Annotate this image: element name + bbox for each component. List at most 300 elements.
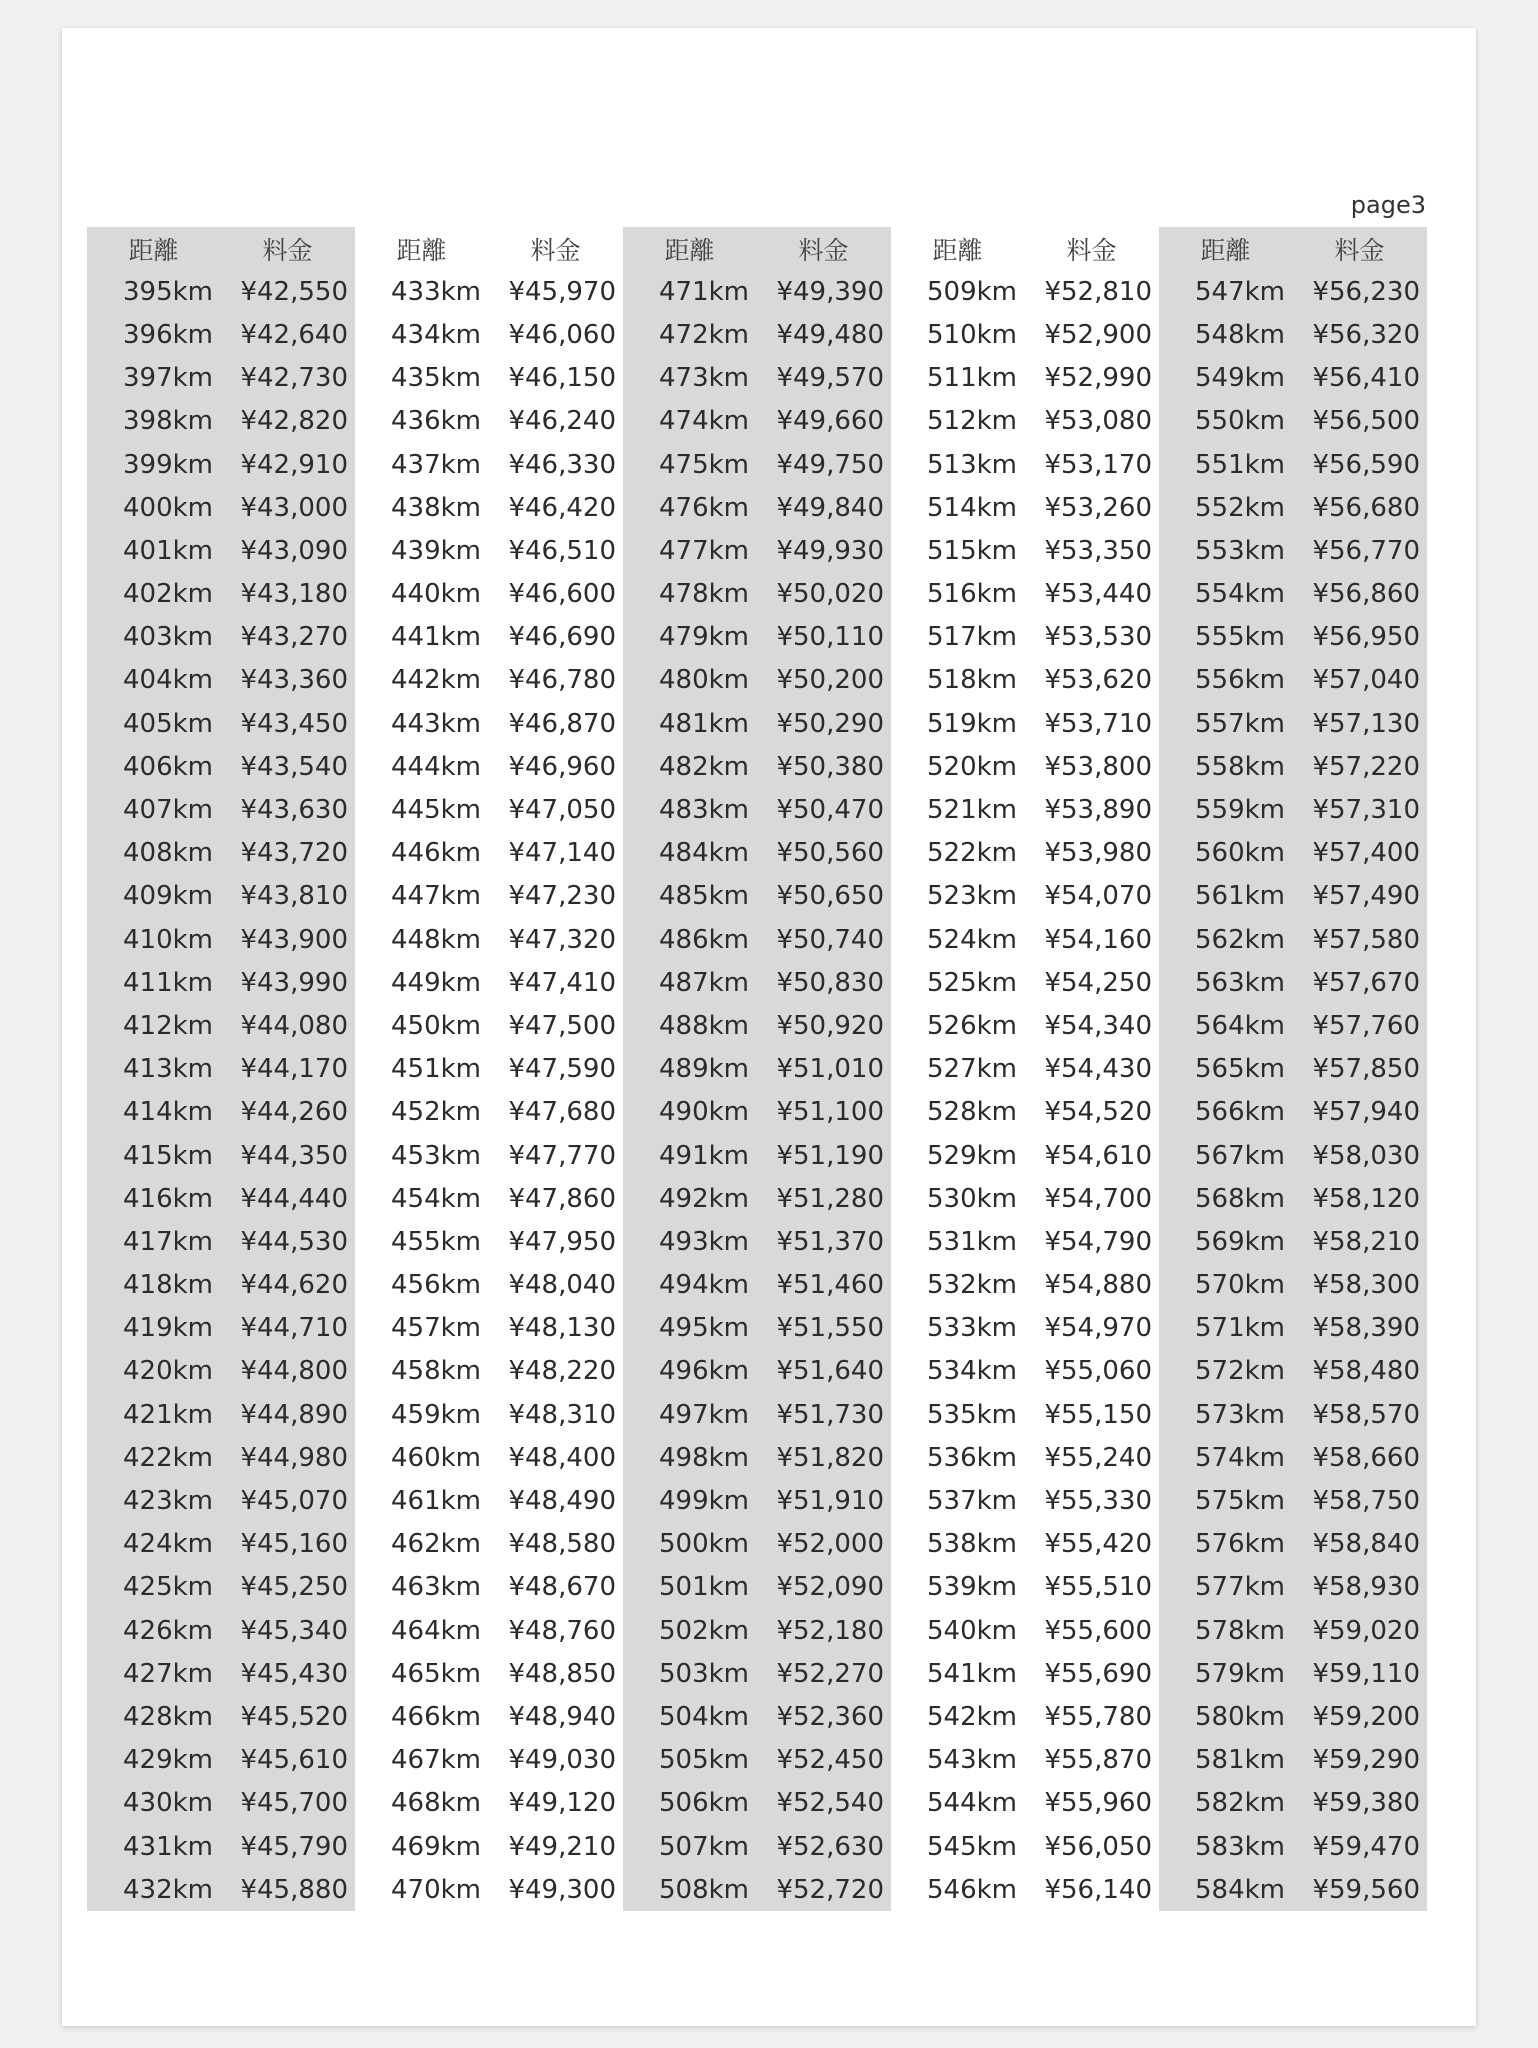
- fee-cell: ¥57,040: [1292, 659, 1427, 702]
- distance-cell: 544km: [926, 1788, 1017, 1819]
- fee-cell: ¥50,650: [756, 875, 891, 918]
- table-row: [87, 875, 1427, 918]
- table-row: [87, 1307, 1427, 1350]
- distance-cell: 460km: [390, 1442, 481, 1473]
- distance-header: 距離: [1159, 227, 1292, 270]
- distance-cell: 412km: [87, 1004, 220, 1047]
- fee-cell: ¥45,340: [220, 1609, 355, 1652]
- distance-cell: 457km: [390, 1313, 481, 1344]
- fee-cell: ¥48,580: [508, 1529, 616, 1560]
- distance-cell: 397km: [87, 357, 220, 400]
- fee-cell: ¥44,260: [220, 1091, 355, 1134]
- distance-cell: 407km: [87, 788, 220, 831]
- distance-cell: 563km: [1159, 961, 1292, 1004]
- fee-cell: ¥57,310: [1292, 788, 1427, 831]
- distance-cell: 562km: [1159, 918, 1292, 961]
- distance-cell: 427km: [87, 1652, 220, 1695]
- fee-cell: ¥58,750: [1292, 1479, 1427, 1522]
- distance-cell: 546km: [926, 1874, 1017, 1905]
- distance-cell: 498km: [623, 1436, 756, 1479]
- distance-cell: 569km: [1159, 1220, 1292, 1263]
- distance-cell: 515km: [926, 535, 1017, 566]
- fee-cell: ¥53,530: [1044, 622, 1152, 653]
- table-row: [87, 270, 1427, 313]
- distance-cell: 579km: [1159, 1652, 1292, 1695]
- distance-cell: 429km: [87, 1739, 220, 1782]
- fee-cell: ¥53,800: [1044, 751, 1152, 782]
- distance-cell: 438km: [390, 492, 481, 523]
- fee-cell: ¥52,810: [1044, 276, 1152, 307]
- fee-cell: ¥54,520: [1044, 1097, 1152, 1128]
- distance-cell: 576km: [1159, 1523, 1292, 1566]
- distance-cell: 446km: [390, 838, 481, 869]
- distance-cell: 402km: [87, 573, 220, 616]
- fee-cell: ¥53,080: [1044, 406, 1152, 437]
- distance-cell: 550km: [1159, 400, 1292, 443]
- distance-cell: 451km: [390, 1054, 481, 1085]
- fee-cell: ¥51,550: [756, 1307, 891, 1350]
- distance-cell: 551km: [1159, 443, 1292, 486]
- fee-cell: ¥58,930: [1292, 1566, 1427, 1609]
- fee-cell: ¥53,440: [1044, 579, 1152, 610]
- distance-cell: 489km: [623, 1048, 756, 1091]
- table-row: [87, 1782, 1427, 1825]
- distance-cell: 440km: [390, 579, 481, 610]
- fee-cell: ¥49,930: [756, 529, 891, 572]
- distance-cell: 406km: [87, 745, 220, 788]
- fee-cell: ¥51,190: [756, 1134, 891, 1177]
- distance-cell: 541km: [926, 1658, 1017, 1689]
- fee-cell: ¥57,940: [1292, 1091, 1427, 1134]
- distance-cell: 545km: [926, 1831, 1017, 1862]
- fee-cell: ¥49,390: [756, 270, 891, 313]
- fee-cell: ¥58,030: [1292, 1134, 1427, 1177]
- fee-cell: ¥50,920: [756, 1004, 891, 1047]
- distance-cell: 571km: [1159, 1307, 1292, 1350]
- fare-table-header: [87, 227, 1427, 270]
- distance-cell: 449km: [390, 967, 481, 998]
- distance-cell: 568km: [1159, 1177, 1292, 1220]
- distance-cell: 513km: [926, 449, 1017, 480]
- distance-cell: 396km: [87, 313, 220, 356]
- fee-cell: ¥57,850: [1292, 1048, 1427, 1091]
- distance-cell: 528km: [926, 1097, 1017, 1128]
- distance-cell: 543km: [926, 1745, 1017, 1776]
- fee-cell: ¥57,490: [1292, 875, 1427, 918]
- distance-cell: 525km: [926, 967, 1017, 998]
- fare-table-body: [87, 270, 1427, 1911]
- table-row: [87, 443, 1427, 486]
- distance-cell: 469km: [390, 1831, 481, 1862]
- distance-cell: 573km: [1159, 1393, 1292, 1436]
- fee-cell: ¥55,780: [1044, 1701, 1152, 1732]
- distance-cell: 514km: [926, 492, 1017, 523]
- distance-cell: 494km: [623, 1264, 756, 1307]
- distance-cell: 441km: [390, 622, 481, 653]
- distance-cell: 487km: [623, 961, 756, 1004]
- distance-cell: 484km: [623, 832, 756, 875]
- distance-cell: 502km: [623, 1609, 756, 1652]
- distance-cell: 430km: [87, 1782, 220, 1825]
- fee-header: 料金: [530, 235, 581, 265]
- fee-cell: ¥51,910: [756, 1479, 891, 1522]
- distance-header: 距離: [87, 227, 220, 270]
- fee-cell: ¥45,070: [220, 1479, 355, 1522]
- distance-cell: 492km: [623, 1177, 756, 1220]
- table-row: [87, 529, 1427, 572]
- distance-cell: 524km: [926, 924, 1017, 955]
- distance-cell: 567km: [1159, 1134, 1292, 1177]
- fee-cell: ¥44,530: [220, 1220, 355, 1263]
- fee-cell: ¥49,660: [756, 400, 891, 443]
- fee-cell: ¥47,770: [508, 1140, 616, 1171]
- distance-cell: 435km: [390, 363, 481, 394]
- fee-cell: ¥50,290: [756, 702, 891, 745]
- table-row: [87, 832, 1427, 875]
- fee-cell: ¥49,300: [508, 1874, 616, 1905]
- fee-cell: ¥56,410: [1292, 357, 1427, 400]
- fee-cell: ¥45,790: [220, 1825, 355, 1868]
- distance-cell: 466km: [390, 1701, 481, 1732]
- fee-cell: ¥49,210: [508, 1831, 616, 1862]
- distance-cell: 423km: [87, 1479, 220, 1522]
- fee-cell: ¥58,660: [1292, 1436, 1427, 1479]
- distance-cell: 410km: [87, 918, 220, 961]
- fee-cell: ¥49,480: [756, 313, 891, 356]
- distance-cell: 444km: [390, 751, 481, 782]
- distance-cell: 403km: [87, 616, 220, 659]
- fee-cell: ¥55,420: [1044, 1529, 1152, 1560]
- table-row: [87, 357, 1427, 400]
- distance-cell: 419km: [87, 1307, 220, 1350]
- distance-cell: 395km: [87, 270, 220, 313]
- fee-cell: ¥59,560: [1292, 1868, 1427, 1911]
- fee-cell: ¥43,630: [220, 788, 355, 831]
- fee-cell: ¥43,540: [220, 745, 355, 788]
- table-row: [87, 616, 1427, 659]
- distance-cell: 452km: [390, 1097, 481, 1128]
- fee-cell: ¥44,440: [220, 1177, 355, 1220]
- table-row: [87, 573, 1427, 616]
- fee-cell: ¥54,070: [1044, 881, 1152, 912]
- fee-cell: ¥55,600: [1044, 1615, 1152, 1646]
- fee-cell: ¥47,860: [508, 1183, 616, 1214]
- fee-cell: ¥54,250: [1044, 967, 1152, 998]
- distance-cell: 439km: [390, 535, 481, 566]
- fee-cell: ¥52,990: [1044, 363, 1152, 394]
- fee-cell: ¥54,880: [1044, 1270, 1152, 1301]
- fee-cell: ¥43,180: [220, 573, 355, 616]
- distance-cell: 570km: [1159, 1264, 1292, 1307]
- distance-cell: 408km: [87, 832, 220, 875]
- fee-cell: ¥45,880: [220, 1868, 355, 1911]
- distance-cell: 539km: [926, 1572, 1017, 1603]
- distance-cell: 496km: [623, 1350, 756, 1393]
- fee-cell: ¥58,480: [1292, 1350, 1427, 1393]
- distance-cell: 426km: [87, 1609, 220, 1652]
- fee-cell: ¥47,500: [508, 1010, 616, 1041]
- distance-cell: 415km: [87, 1134, 220, 1177]
- distance-cell: 473km: [623, 357, 756, 400]
- fee-cell: ¥47,590: [508, 1054, 616, 1085]
- distance-cell: 491km: [623, 1134, 756, 1177]
- fee-cell: ¥43,900: [220, 918, 355, 961]
- distance-cell: 530km: [926, 1183, 1017, 1214]
- distance-cell: 495km: [623, 1307, 756, 1350]
- distance-cell: 416km: [87, 1177, 220, 1220]
- table-row: [87, 1609, 1427, 1652]
- distance-cell: 534km: [926, 1356, 1017, 1387]
- table-row: [87, 1479, 1427, 1522]
- fee-cell: ¥52,630: [756, 1825, 891, 1868]
- distance-cell: 564km: [1159, 1004, 1292, 1047]
- fee-cell: ¥51,370: [756, 1220, 891, 1263]
- fee-cell: ¥48,940: [508, 1701, 616, 1732]
- fee-cell: ¥54,340: [1044, 1010, 1152, 1041]
- fee-cell: ¥50,110: [756, 616, 891, 659]
- distance-cell: 510km: [926, 319, 1017, 350]
- fee-cell: ¥46,780: [508, 665, 616, 696]
- distance-cell: 465km: [390, 1658, 481, 1689]
- fee-cell: ¥59,110: [1292, 1652, 1427, 1695]
- fee-cell: ¥52,270: [756, 1652, 891, 1695]
- distance-cell: 561km: [1159, 875, 1292, 918]
- distance-cell: 537km: [926, 1486, 1017, 1517]
- distance-cell: 413km: [87, 1048, 220, 1091]
- fee-cell: ¥55,690: [1044, 1658, 1152, 1689]
- distance-cell: 428km: [87, 1695, 220, 1738]
- distance-cell: 461km: [390, 1486, 481, 1517]
- distance-cell: 417km: [87, 1220, 220, 1263]
- distance-cell: 506km: [623, 1782, 756, 1825]
- distance-cell: 447km: [390, 881, 481, 912]
- distance-cell: 432km: [87, 1868, 220, 1911]
- fee-cell: ¥57,130: [1292, 702, 1427, 745]
- fee-cell: ¥46,600: [508, 579, 616, 610]
- fee-cell: ¥53,980: [1044, 838, 1152, 869]
- distance-cell: 558km: [1159, 745, 1292, 788]
- fee-cell: ¥46,240: [508, 406, 616, 437]
- fee-cell: ¥57,760: [1292, 1004, 1427, 1047]
- distance-cell: 436km: [390, 406, 481, 437]
- fare-table: [87, 227, 1427, 1911]
- distance-cell: 431km: [87, 1825, 220, 1868]
- fee-cell: ¥55,330: [1044, 1486, 1152, 1517]
- fee-cell: ¥44,350: [220, 1134, 355, 1177]
- distance-cell: 445km: [390, 795, 481, 826]
- distance-cell: 560km: [1159, 832, 1292, 875]
- table-row: [87, 1739, 1427, 1782]
- fee-cell: ¥45,700: [220, 1782, 355, 1825]
- distance-cell: 481km: [623, 702, 756, 745]
- fee-cell: ¥43,360: [220, 659, 355, 702]
- distance-cell: 433km: [390, 276, 481, 307]
- distance-cell: 566km: [1159, 1091, 1292, 1134]
- fee-cell: ¥52,000: [756, 1523, 891, 1566]
- table-row: [87, 659, 1427, 702]
- fee-cell: ¥48,400: [508, 1442, 616, 1473]
- distance-cell: 493km: [623, 1220, 756, 1263]
- distance-cell: 532km: [926, 1270, 1017, 1301]
- fee-cell: ¥58,840: [1292, 1523, 1427, 1566]
- fee-cell: ¥46,060: [508, 319, 616, 350]
- table-row: [87, 400, 1427, 443]
- distance-cell: 490km: [623, 1091, 756, 1134]
- fee-header: 料金: [1292, 227, 1427, 270]
- fee-cell: ¥56,320: [1292, 313, 1427, 356]
- distance-cell: 574km: [1159, 1436, 1292, 1479]
- fee-cell: ¥46,690: [508, 622, 616, 653]
- fee-cell: ¥43,450: [220, 702, 355, 745]
- fee-cell: ¥54,610: [1044, 1140, 1152, 1171]
- fee-cell: ¥50,020: [756, 573, 891, 616]
- distance-cell: 565km: [1159, 1048, 1292, 1091]
- distance-cell: 504km: [623, 1695, 756, 1738]
- distance-cell: 577km: [1159, 1566, 1292, 1609]
- distance-cell: 511km: [926, 363, 1017, 394]
- fee-cell: ¥59,470: [1292, 1825, 1427, 1868]
- distance-cell: 459km: [390, 1399, 481, 1430]
- fee-cell: ¥48,490: [508, 1486, 616, 1517]
- fee-cell: ¥43,090: [220, 529, 355, 572]
- distance-cell: 500km: [623, 1523, 756, 1566]
- distance-cell: 442km: [390, 665, 481, 696]
- fee-cell: ¥58,120: [1292, 1177, 1427, 1220]
- distance-cell: 443km: [390, 708, 481, 739]
- fee-cell: ¥47,320: [508, 924, 616, 955]
- table-row: [87, 702, 1427, 745]
- table-row: [87, 1004, 1427, 1047]
- distance-cell: 483km: [623, 788, 756, 831]
- table-row: [87, 1436, 1427, 1479]
- fee-cell: ¥52,900: [1044, 319, 1152, 350]
- table-row: [87, 486, 1427, 529]
- distance-cell: 400km: [87, 486, 220, 529]
- distance-cell: 463km: [390, 1572, 481, 1603]
- distance-cell: 559km: [1159, 788, 1292, 831]
- fee-cell: ¥42,910: [220, 443, 355, 486]
- fee-cell: ¥56,140: [1044, 1874, 1152, 1905]
- distance-cell: 555km: [1159, 616, 1292, 659]
- fee-cell: ¥48,850: [508, 1658, 616, 1689]
- distance-cell: 437km: [390, 449, 481, 480]
- fee-cell: ¥56,680: [1292, 486, 1427, 529]
- fee-cell: ¥45,520: [220, 1695, 355, 1738]
- distance-cell: 456km: [390, 1270, 481, 1301]
- fee-cell: ¥48,760: [508, 1615, 616, 1646]
- distance-cell: 548km: [1159, 313, 1292, 356]
- fee-cell: ¥49,750: [756, 443, 891, 486]
- fee-cell: ¥55,870: [1044, 1745, 1152, 1776]
- fee-cell: ¥49,840: [756, 486, 891, 529]
- distance-cell: 409km: [87, 875, 220, 918]
- distance-cell: 580km: [1159, 1695, 1292, 1738]
- distance-cell: 450km: [390, 1010, 481, 1041]
- fee-cell: ¥46,870: [508, 708, 616, 739]
- fee-cell: ¥45,430: [220, 1652, 355, 1695]
- fee-cell: ¥52,360: [756, 1695, 891, 1738]
- distance-cell: 471km: [623, 270, 756, 313]
- distance-cell: 482km: [623, 745, 756, 788]
- distance-cell: 422km: [87, 1436, 220, 1479]
- fee-cell: ¥44,710: [220, 1307, 355, 1350]
- fee-cell: ¥51,460: [756, 1264, 891, 1307]
- fee-cell: ¥50,380: [756, 745, 891, 788]
- distance-cell: 418km: [87, 1264, 220, 1307]
- fee-cell: ¥47,410: [508, 967, 616, 998]
- fee-header: 料金: [1066, 235, 1117, 265]
- distance-cell: 527km: [926, 1054, 1017, 1085]
- distance-cell: 572km: [1159, 1350, 1292, 1393]
- table-row: [87, 1350, 1427, 1393]
- fee-cell: ¥42,640: [220, 313, 355, 356]
- fee-cell: ¥44,800: [220, 1350, 355, 1393]
- distance-cell: 399km: [87, 443, 220, 486]
- distance-cell: 448km: [390, 924, 481, 955]
- distance-cell: 497km: [623, 1393, 756, 1436]
- fee-cell: ¥56,050: [1044, 1831, 1152, 1862]
- fee-cell: ¥51,730: [756, 1393, 891, 1436]
- distance-cell: 503km: [623, 1652, 756, 1695]
- fee-cell: ¥56,500: [1292, 400, 1427, 443]
- fee-cell: ¥47,680: [508, 1097, 616, 1128]
- fee-cell: ¥57,670: [1292, 961, 1427, 1004]
- fee-cell: ¥55,960: [1044, 1788, 1152, 1819]
- table-row: [87, 1264, 1427, 1307]
- table-row: [87, 1695, 1427, 1738]
- fee-cell: ¥52,540: [756, 1782, 891, 1825]
- table-row: [87, 1825, 1427, 1868]
- fee-cell: ¥58,570: [1292, 1393, 1427, 1436]
- distance-cell: 398km: [87, 400, 220, 443]
- distance-cell: 517km: [926, 622, 1017, 653]
- table-row: [87, 1048, 1427, 1091]
- distance-cell: 582km: [1159, 1782, 1292, 1825]
- fee-header: 料金: [756, 227, 891, 270]
- distance-cell: 518km: [926, 665, 1017, 696]
- distance-cell: 531km: [926, 1226, 1017, 1257]
- fee-cell: ¥55,510: [1044, 1572, 1152, 1603]
- fee-cell: ¥56,770: [1292, 529, 1427, 572]
- distance-cell: 522km: [926, 838, 1017, 869]
- distance-cell: 455km: [390, 1226, 481, 1257]
- fee-cell: ¥59,200: [1292, 1695, 1427, 1738]
- table-row: [87, 1652, 1427, 1695]
- distance-cell: 462km: [390, 1529, 481, 1560]
- fee-cell: ¥59,380: [1292, 1782, 1427, 1825]
- distance-cell: 454km: [390, 1183, 481, 1214]
- fee-cell: ¥49,570: [756, 357, 891, 400]
- fee-cell: ¥43,270: [220, 616, 355, 659]
- distance-cell: 414km: [87, 1091, 220, 1134]
- fee-cell: ¥47,230: [508, 881, 616, 912]
- fee-cell: ¥43,810: [220, 875, 355, 918]
- fee-cell: ¥42,730: [220, 357, 355, 400]
- fee-cell: ¥56,590: [1292, 443, 1427, 486]
- fee-cell: ¥56,950: [1292, 616, 1427, 659]
- table-row: [87, 1091, 1427, 1134]
- table-row: [87, 961, 1427, 1004]
- distance-cell: 479km: [623, 616, 756, 659]
- fee-cell: ¥58,390: [1292, 1307, 1427, 1350]
- fee-cell: ¥51,820: [756, 1436, 891, 1479]
- fee-cell: ¥48,040: [508, 1270, 616, 1301]
- fee-cell: ¥49,120: [508, 1788, 616, 1819]
- distance-cell: 516km: [926, 579, 1017, 610]
- header-row: [87, 227, 1427, 270]
- distance-cell: 458km: [390, 1356, 481, 1387]
- distance-cell: 526km: [926, 1010, 1017, 1041]
